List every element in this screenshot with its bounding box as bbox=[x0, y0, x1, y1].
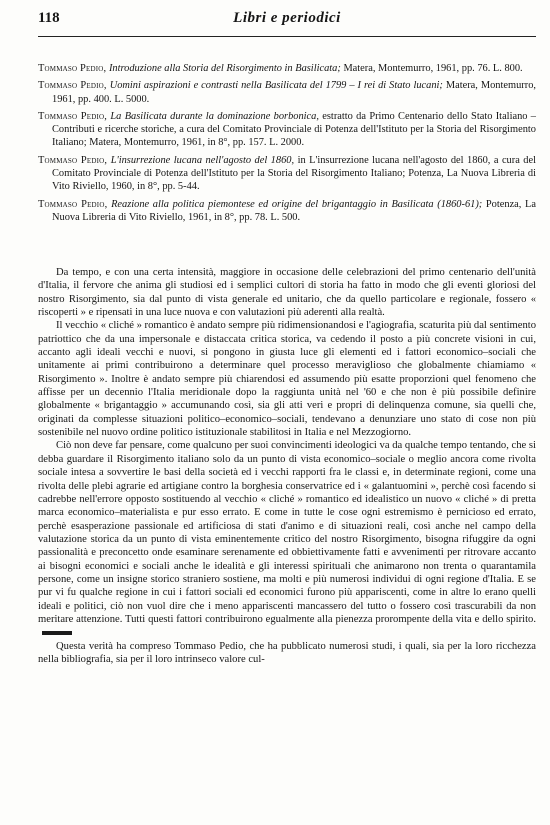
bibliography-entry bbox=[38, 198, 536, 224]
page-number: 118 bbox=[38, 10, 60, 26]
bib-title: Introduzione alla Storia del Risorgimento in Basilicata; bbox=[108, 63, 341, 74]
bib-author: Tommaso Pedio, bbox=[38, 110, 108, 122]
review-body bbox=[38, 266, 536, 666]
bib-title: Reazione alla politica piemontese ed origine del brigantaggio in Basilicata (1860-61); bbox=[111, 198, 483, 210]
bib-title: Uomini aspirazioni e contrasti nella Basilicata del 1799 – I rei di Stato lucani; bbox=[109, 80, 443, 92]
bibliography-entry bbox=[38, 154, 536, 194]
bib-author: Tommaso Pedio, bbox=[38, 80, 107, 92]
bibliography-entry bbox=[38, 110, 536, 150]
bib-details: estratto da Primo Centenario dello Stato Italiano – Contributi e ricerche storiche, a cura del Comitato Provinciale di Potenza dell'Istituto per la Storia del Risorgimento Italiano; Matera, Montemurro, 1961, in 8°, pp. 157. L. 2000. bbox=[52, 110, 536, 149]
ink-mark bbox=[42, 631, 72, 635]
bib-details: Matera, Montemurro, 1961, pp. 76. L. 800. bbox=[343, 63, 523, 74]
body-paragraph bbox=[38, 439, 536, 639]
body-paragraph: Da tempo, e con una certa intensità, maggiore in occasione delle celebrazioni del primo centenario dell'unità d'Italia, il fervore che anima gli studiosi ed i semplici cultori di storia ha fatto in modo che gli eventi gloriosi del nostro Risorgimento, sia dal punto di vista generale ed unitario, che da quello particolare e regionale, fossero « riscoperti » e ripensati in una luce nuova e con valutazioni più aderenti alla realtà. bbox=[38, 267, 536, 319]
bib-details: Matera, Montemurro, 1961, pp. 400. L. 5000. bbox=[52, 80, 536, 105]
body-paragraph: Il vecchio « cliché » romantico è andato sempre più ridimensionandosi e l'agiografia, scaturita più dal sentimento patriottico che da una impersonale e distaccata critica storica, va cedendo il posto a più concrete visioni in cui, accanto agli ideali vecchi e nuovi, si pongono in giusta luce gli elementi ed i fattori economico–sociali che unitamente ai primi contribuirono a determinare quel processo meraviglioso che globalmente chiamiamo « Risorgimento ». Inoltre è andato sempre più chiarendosi ed assumendo più esatte proporzioni quel fenomeno che affisse per un decennio l'Italia meridionale dopo la raggiunta unità nel '60 e che non è più possibile definire globalmente « brigantaggio » accumunando così, sia gli atti veri e propri di delinquenza comune, sia quelli che, originati da complesse situazioni politico–economico–sociali, tendevano a denunziare uno stato di cose non più sostenibile nel nuovo ordine politico istituzionale stabilitosi in Italia e nel Mezzogiorno. bbox=[38, 320, 536, 439]
page-header bbox=[38, 10, 536, 37]
bibliography-entry bbox=[38, 62, 536, 75]
bib-title: L'insurrezione lucana nell'agosto del 1860, bbox=[110, 154, 295, 166]
bib-details: Potenza, La Nuova Libreria di Vito Riviello, 1961, in 8°, pp. 78. L. 500. bbox=[52, 198, 536, 223]
running-title: Libri e periodici bbox=[233, 10, 341, 26]
bib-author: Tommaso Pedio, bbox=[38, 154, 108, 166]
bibliography-list bbox=[38, 62, 536, 228]
bib-details: in L'insurrezione lucana nell'agosto del 1860, a cura del Comitato Provinciale di Potenza dell'Istituto per la Storia del Risorgimento Italiano; Potenza, La Nuova Libreria di Vito Riviello, 1960, in 8°, pp. 5-44. bbox=[52, 154, 536, 193]
body-paragraph-text: Ciò non deve far pensare, come qualcuno per suoi convincimenti ideologici va da qualche tempo tentando, che si debba guardare il Risorgimento italiano solo da un punto di vista economico–sociale o meglio ancora come rivolta sociale intesa a sovvertire le basi della società ed i vecchi rapporti fra le classi e, in determinate regioni, come una rivolta delle plebi agrarie ed artigiane contro la borghesia conservatrice ed i « galantuomini », perchè così facendo si cadrebbe nell'errore opposto sostituendo al vecchio « cliché » romantico ed idealistico un nuovo « cliché » di pretta marca economico–materialista e pur esso errato. E come in tutte le cose ogni estremismo è pernicioso ed errato, perchè esasperazione passionale ed artificiosa di stati d'animo e di situazioni reali, così anche nel campo della valutazione storica da un punto di vista eminentemente critico del nostro Risorgimento, bisogna rifuggire da ogni passionalità e preconcetto onde esaminare serenamente ed obbiettivamente fatti e avvenimenti per ritrovare accanto ai bisogni economici e sociali anche le idealità e gli interessi spirituali che animarono non trenta o quarantamila persone, come un insigne storico straniero sostiene, ma molti e più numerosi individui di ogni regione d'Italia. E se pur vi fu qualche regione in cui i fattori sociali ed economici furono più appariscenti, come in altre lo erano quelli ideali e politici, ciò non vuol dire che i meno appariscenti mancassero del tutto o fossero così trascurabili da non meritare attenzione. Tutti questi fattori contribuirono egualmente alla pienezza prorompente della vita e dello spirito. bbox=[38, 440, 536, 625]
bibliography-entry bbox=[38, 79, 536, 105]
bib-title: La Basilicata durante la dominazione borbonica, bbox=[110, 110, 319, 122]
bib-author: Tommaso Pedio, bbox=[38, 198, 108, 210]
body-paragraph: Questa verità ha compreso Tommaso Pedio, che ha pubblicato numerosi studi, i quali, sia per la loro ricchezza nella bibliografia, sia per il loro intrinseco valore cul- bbox=[38, 640, 536, 665]
bib-author: Tommaso Pedio, bbox=[38, 63, 107, 74]
